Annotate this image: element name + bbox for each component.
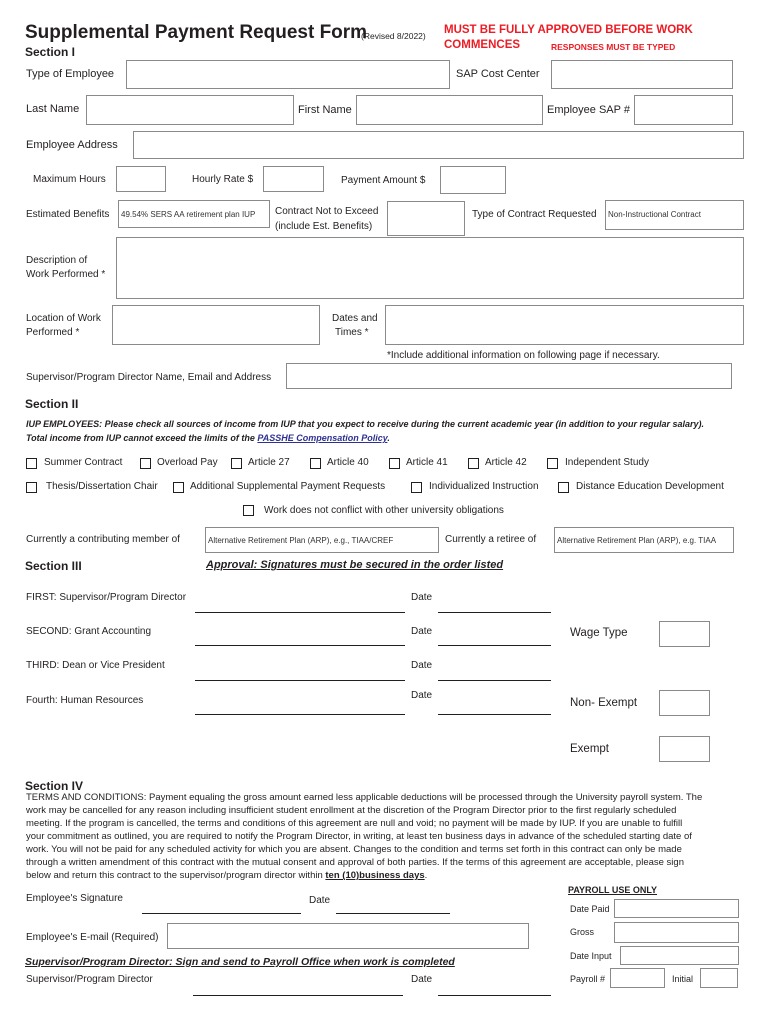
employee-email-label: Employee's E-mail (Required)	[26, 932, 159, 943]
article-41-label: Article 41	[406, 457, 448, 468]
sap-cost-center-field[interactable]	[551, 60, 733, 89]
article-42-checkbox[interactable]	[468, 458, 479, 469]
contributing-member-select[interactable]: Alternative Retirement Plan (ARP), e.g., TIAA/CREF	[205, 527, 439, 553]
individualized-instruction-checkbox[interactable]	[411, 482, 422, 493]
independent-study-checkbox[interactable]	[547, 458, 558, 469]
payment-amount-field[interactable]	[440, 166, 506, 194]
location-label-1: Location of Work	[26, 313, 101, 324]
second-approver-label: SECOND: Grant Accounting	[26, 626, 152, 637]
date-input-field[interactable]	[620, 946, 739, 965]
revised-date: (Revised 8/2022)	[361, 31, 426, 41]
passhe-policy-link[interactable]: PASSHE Compensation Policy	[257, 433, 388, 443]
non-exempt-label: Non- Exempt	[570, 697, 638, 709]
date-paid-field[interactable]	[614, 899, 739, 918]
section-4-heading: Section IV	[25, 779, 84, 793]
payroll-use-title: PAYROLL USE ONLY	[568, 885, 658, 895]
terms-line-6: through a written amendment of this contract with the mutual consent and approval of both parties. If the terms of this agreement are acceptable, please sign	[26, 857, 684, 868]
iup-instructions-1: IUP EMPLOYEES: Please check all sources of income from IUP that you expect to receive during the current academic year (in addition to your regular salary).	[26, 419, 705, 429]
overload-pay-label: Overload Pay	[157, 457, 218, 468]
iup-instructions-2	[26, 433, 390, 443]
terms-line-7	[26, 869, 427, 882]
ten-business-days: ten (10)business days	[325, 870, 425, 881]
contract-not-exceed-label: Contract Not to Exceed	[275, 206, 379, 217]
fourth-date-line[interactable]	[438, 714, 551, 715]
payment-amount-label: Payment Amount $	[341, 175, 426, 186]
no-conflict-label: Work does not conflict with other university obligations	[264, 505, 504, 516]
first-approver-signature-line[interactable]	[195, 612, 405, 613]
employee-signature-line[interactable]	[142, 913, 301, 914]
terms-line-2: work may be cancelled for any reason including insufficient student enrollment at the discretion of the Program Director prior to the first regularly scheduled	[26, 805, 677, 816]
contract-not-exceed-field[interactable]	[387, 201, 465, 236]
payroll-number-label: Payroll #	[570, 974, 606, 984]
last-name-field[interactable]	[86, 95, 294, 125]
type-of-contract-field[interactable]: Non-Instructional Contract	[605, 200, 744, 230]
exempt-field[interactable]	[659, 736, 710, 762]
approval-heading: Approval: Signatures must be secured in the order listed	[206, 559, 504, 571]
section-1-heading: Section I	[25, 45, 76, 59]
approval-warning-2: COMMENCES	[444, 39, 521, 51]
initial-label: Initial	[672, 974, 694, 984]
article-40-checkbox[interactable]	[310, 458, 321, 469]
wage-type-field[interactable]	[659, 621, 710, 647]
article-41-checkbox[interactable]	[389, 458, 400, 469]
terms-line-3: meeting. If the program is cancelled, the terms and conditions of this agreement are null and void; no payment will be made by IUP. If you are unable to fulfill	[26, 818, 683, 829]
first-name-field[interactable]	[356, 95, 543, 125]
first-date-label: Date	[411, 592, 433, 603]
third-approver-signature-line[interactable]	[195, 680, 405, 681]
first-name-label: First Name	[298, 104, 352, 116]
second-date-line[interactable]	[438, 645, 551, 646]
terms-line-5: work. You will not be paid for any scheduled activity for which you are absent. Changes to the condition and terms set forth in this contract can only be made	[26, 844, 682, 855]
include-benefits-label: (include Est. Benefits)	[275, 221, 373, 232]
description-field[interactable]	[116, 237, 744, 299]
terms-line-4: your commitment as outlined, you are required to notify the Program Director, in writing, at least ten business days in advance of the scheduled starting date of	[26, 831, 692, 842]
estimated-benefits-label: Estimated Benefits	[26, 209, 110, 220]
individualized-instruction-label: Individualized Instruction	[429, 481, 539, 492]
terms-line-7-end: .	[424, 870, 428, 881]
section-3-heading: Section III	[25, 559, 82, 573]
supervisor-signature-line[interactable]	[193, 995, 403, 996]
third-approver-label: THIRD: Dean or Vice President	[26, 660, 165, 671]
first-approver-label: FIRST: Supervisor/Program Director	[26, 592, 187, 603]
third-date-line[interactable]	[438, 680, 551, 681]
third-date-label: Date	[411, 660, 433, 671]
additional-supplemental-checkbox[interactable]	[173, 482, 184, 493]
iup-instructions-2-end: .	[387, 433, 390, 443]
sign-send-instruction: Supervisor/Program Director: Sign and send to Payroll Office when work is completed	[25, 956, 455, 968]
supervisor-info-field[interactable]	[286, 363, 732, 389]
typed-notice: RESPONSES MUST BE TYPED	[551, 42, 676, 52]
distance-education-checkbox[interactable]	[558, 482, 569, 493]
supervisor-date-label: Date	[411, 974, 433, 985]
hourly-rate-label: Hourly Rate $	[192, 174, 254, 185]
employee-date-line[interactable]	[336, 913, 450, 914]
dates-times-field[interactable]	[385, 305, 744, 345]
dates-times-label-2: Times *	[335, 327, 369, 338]
terms-line-7-text: below and return this contract to the supervisor/program director within	[26, 870, 326, 881]
date-paid-label: Date Paid	[570, 904, 610, 914]
second-date-label: Date	[411, 626, 433, 637]
second-approver-signature-line[interactable]	[195, 645, 405, 646]
fourth-date-label: Date	[411, 690, 433, 701]
employee-address-label: Employee Address	[26, 139, 118, 151]
type-of-employee-field[interactable]	[126, 60, 450, 89]
description-label-2: Work Performed *	[26, 269, 106, 280]
additional-supplemental-label: Additional Supplemental Payment Requests	[190, 481, 386, 492]
iup-instructions-2-text: Total income from IUP cannot exceed the limits of the	[26, 433, 258, 443]
description-label-1: Description of	[26, 255, 88, 266]
section-2-heading: Section II	[25, 397, 79, 411]
employee-sap-label: Employee SAP #	[547, 104, 630, 116]
employee-email-field[interactable]	[167, 923, 529, 949]
retiree-label: Currently a retiree of	[445, 534, 537, 545]
fourth-approver-label: Fourth: Human Resources	[26, 695, 144, 706]
hourly-rate-field[interactable]	[263, 166, 324, 192]
summer-contract-checkbox[interactable]	[26, 458, 37, 469]
distance-education-label: Distance Education Development	[576, 481, 724, 492]
gross-field[interactable]	[614, 922, 739, 943]
location-label-2: Performed *	[26, 327, 80, 338]
supervisor-info-label: Supervisor/Program Director Name, Email and Address	[26, 372, 272, 383]
retiree-select[interactable]: Alternative Retirement Plan (ARP), e.g. TIAA	[554, 527, 734, 553]
terms-line-1: TERMS AND CONDITIONS: Payment equaling the gross amount earned less applicable deductions will be processed through the University payroll system. The	[26, 792, 703, 803]
last-name-label: Last Name	[26, 103, 80, 115]
employee-signature-label: Employee's Signature	[26, 893, 123, 904]
article-40-label: Article 40	[327, 457, 369, 468]
include-additional-note: *Include additional information on following page if necessary.	[387, 350, 660, 361]
date-input-label: Date Input	[570, 951, 612, 961]
non-exempt-field[interactable]	[659, 690, 710, 716]
maximum-hours-label: Maximum Hours	[33, 174, 106, 185]
article-42-label: Article 42	[485, 457, 527, 468]
approval-warning: MUST BE FULLY APPROVED BEFORE WORK	[444, 24, 693, 36]
form-title: Supplemental Payment Request Form	[25, 22, 368, 43]
location-field[interactable]	[112, 305, 320, 345]
summer-contract-label: Summer Contract	[44, 457, 123, 468]
employee-address-field[interactable]	[133, 131, 744, 159]
thesis-chair-checkbox[interactable]	[26, 482, 37, 493]
thesis-chair-label: Thesis/Dissertation Chair	[46, 481, 158, 492]
type-of-contract-label: Type of Contract Requested	[472, 209, 597, 220]
contributing-member-label: Currently a contributing member of	[26, 534, 180, 545]
supervisor-label: Supervisor/Program Director	[26, 974, 153, 985]
no-conflict-checkbox[interactable]	[243, 505, 254, 516]
payroll-number-field[interactable]	[610, 968, 665, 988]
maximum-hours-field[interactable]	[116, 166, 166, 192]
independent-study-label: Independent Study	[565, 457, 649, 468]
first-date-line[interactable]	[438, 612, 551, 613]
employee-sap-field[interactable]	[634, 95, 733, 125]
gross-label: Gross	[570, 927, 595, 937]
supervisor-date-line[interactable]	[438, 995, 551, 996]
overload-pay-checkbox[interactable]	[140, 458, 151, 469]
estimated-benefits-field[interactable]: 49.54% SERS AA retirement plan IUP	[118, 200, 270, 228]
type-of-employee-label: Type of Employee	[26, 68, 115, 80]
initial-field[interactable]	[700, 968, 738, 988]
dates-times-label-1: Dates and	[332, 313, 378, 324]
article-27-label: Article 27	[248, 457, 290, 468]
article-27-checkbox[interactable]	[231, 458, 242, 469]
employee-date-label: Date	[309, 895, 331, 906]
sap-cost-center-label: SAP Cost Center	[456, 68, 540, 80]
exempt-label: Exempt	[570, 743, 609, 755]
wage-type-label: Wage Type	[570, 627, 628, 639]
fourth-approver-signature-line[interactable]	[195, 714, 405, 715]
